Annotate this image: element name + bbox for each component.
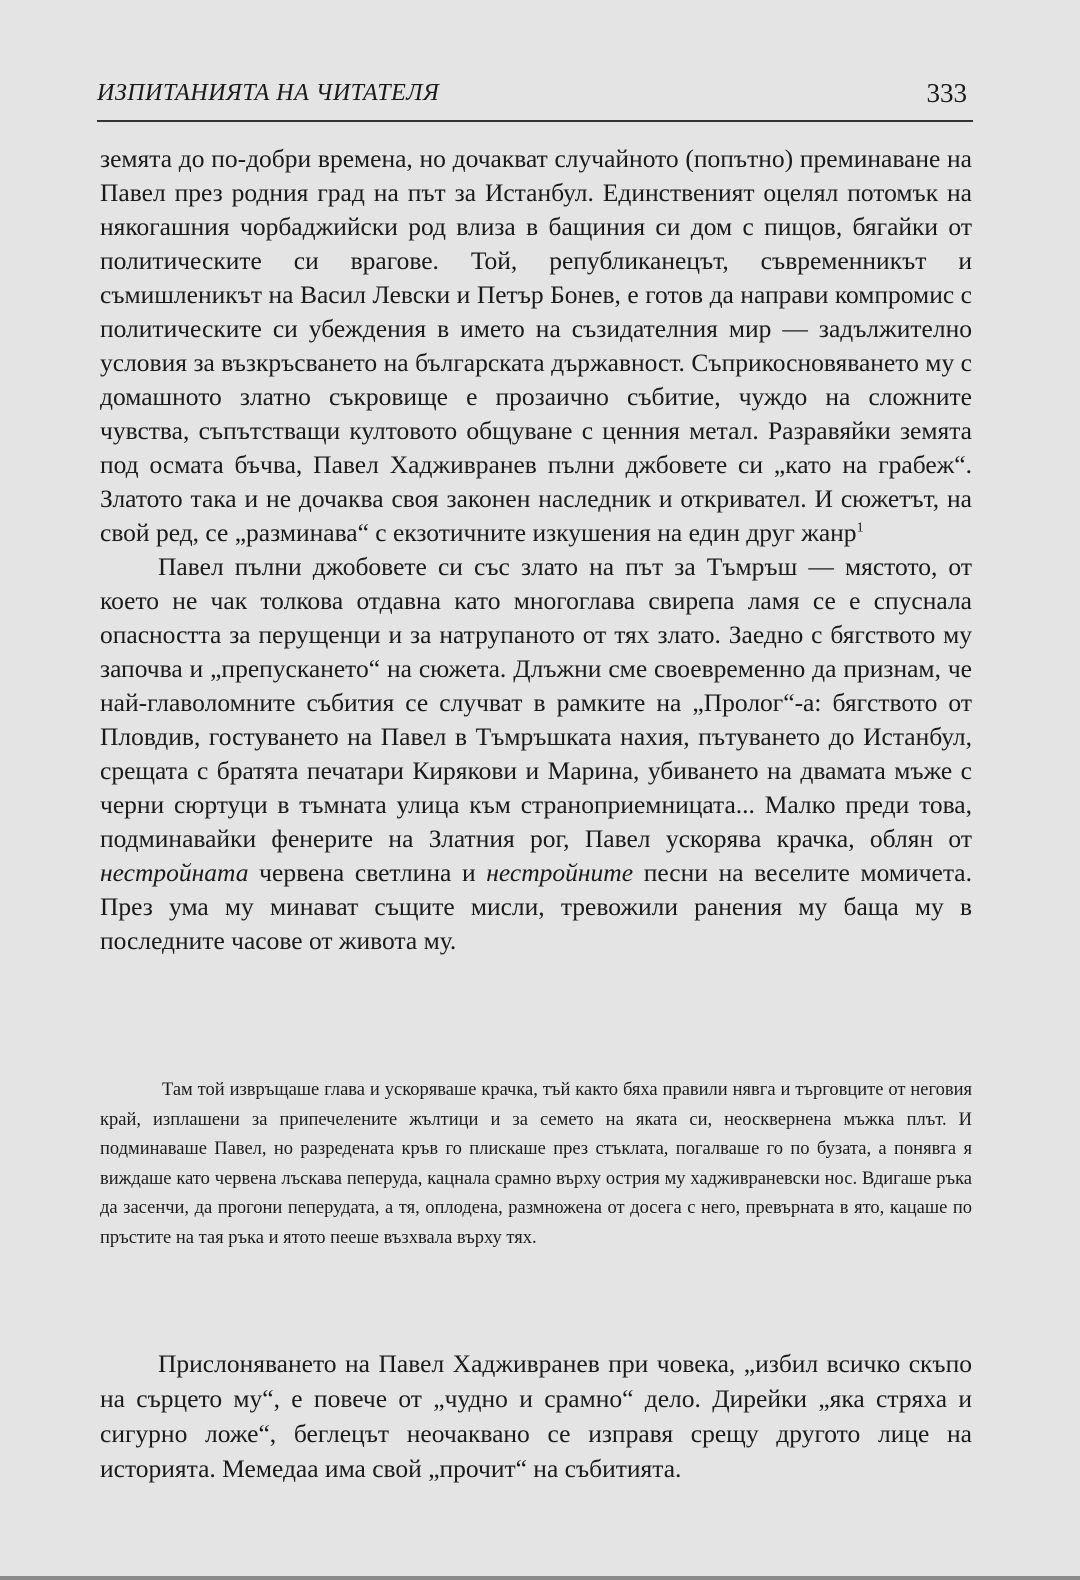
scan-edge	[0, 1576, 1080, 1580]
page-number: 333	[926, 78, 967, 108]
footnote-mark: 1	[856, 520, 864, 536]
emphasis-nestroynite: нестройните	[486, 858, 634, 887]
main-text	[100, 142, 972, 958]
paragraph-2-part-2: червена светлина и	[248, 858, 487, 887]
paragraph-2	[100, 550, 972, 958]
paragraph-1-text: земята до по-добри времена, но дочакват случайното (попътно) преминаване на Павел през родния град на път за Истанбул. Единственият оцелял потомък на някогашния чорбаджийски род влиза в бащиния си дом с пищов, бягайки от политическите си врагове. Той, републиканецът, съвременникът и съмишленикът на Васил Левски и Петър Бонев, е готов да направи компромис с политическите си убеждения в името на съзидателния мир — задължително условия за възкръсването на българската държавност. Съприкосновяването му с домашното златно съкровище е прозаично събитие, чуждо на сложните чувства, съпътстващи култовото общуване с ценния метал. Разравяйки земята под осмата бъчва, Павел Хадживранев пълни джбовете си „като на грабеж“. Златото така и не дочаква своя законен наследник и откривател. И сюжетът, на свой ред, се „разминава“ с екзотичните изкушения на един друг жанр	[100, 144, 972, 547]
closing-text	[100, 1346, 972, 1486]
running-head: ИЗПИТАНИЯТА НА ЧИТАТЕЛЯ	[97, 80, 440, 106]
quote-text: Там той извръщаше глава и ускоряваше крачка, тъй както бяха правили нявга и търговците от неговия край, изплашени за припечелените жълтици и за семето на яката си, неосквернена мъжка плът. И подминаваше Павел, но разредената кръв го плискаше през стъклата, погалваше го по бузата, а понявга я виждаше като червена лъскава пеперуда, кацнала срамно върху острия му хадживраневски нос. Вдигаше ръка да засенчи, да прогони пеперудата, а тя, оплодена, размножена от досега с него, превърната в ято, кацаше по пръстите на тая ръка и ятото пееше възхвала върху тях.	[100, 1080, 972, 1248]
emphasis-nestroynata: нестройната	[100, 858, 249, 887]
paragraph-2-part-3: песни на веселите момичета. През ума му минават същите мисли, тревожили ранения му баща му в последните часове от живота му.	[100, 858, 972, 955]
page-header	[97, 80, 973, 122]
block-quote	[100, 1076, 972, 1253]
paragraph-1	[100, 142, 972, 550]
paragraph-2-part-1: Павел пълни джобовете си със злато на път за Тъмръш — мястото, от което не чак толкова отдавна като многоглава свирепа ламя се е спуснала опасността за перущенци и за натрупаното от тях злато. Заедно с бягството му започва и „препускането“ на сюжета. Длъжни сме своевременно да признам, че най-главоломните събития се случват в рамките на „Пролог“-а: бягството от Пловдив, гостуването на Павел в Тъмръшката нахия, пътуването до Истанбул, срещата с братята печатари Кирякови и Марина, убиването на двамата мъже с черни сюртуци в тъмната улица към страноприемницата... Малко преди това, подминавайки фенерите на Златния рог, Павел ускорява крачка, облян от	[100, 552, 972, 853]
paragraph-3: Прислоняването на Павел Хадживранев при човека, „избил всичко скъпо на сърцето му“, е повече от „чудно и срамно“ дело. Дирейки „яка стряха и сигурно ложе“, беглецът неочаквано се изправя срещу другото лице на историята. Мемедаа има свой „прочит“ на събитията.	[100, 1349, 972, 1483]
